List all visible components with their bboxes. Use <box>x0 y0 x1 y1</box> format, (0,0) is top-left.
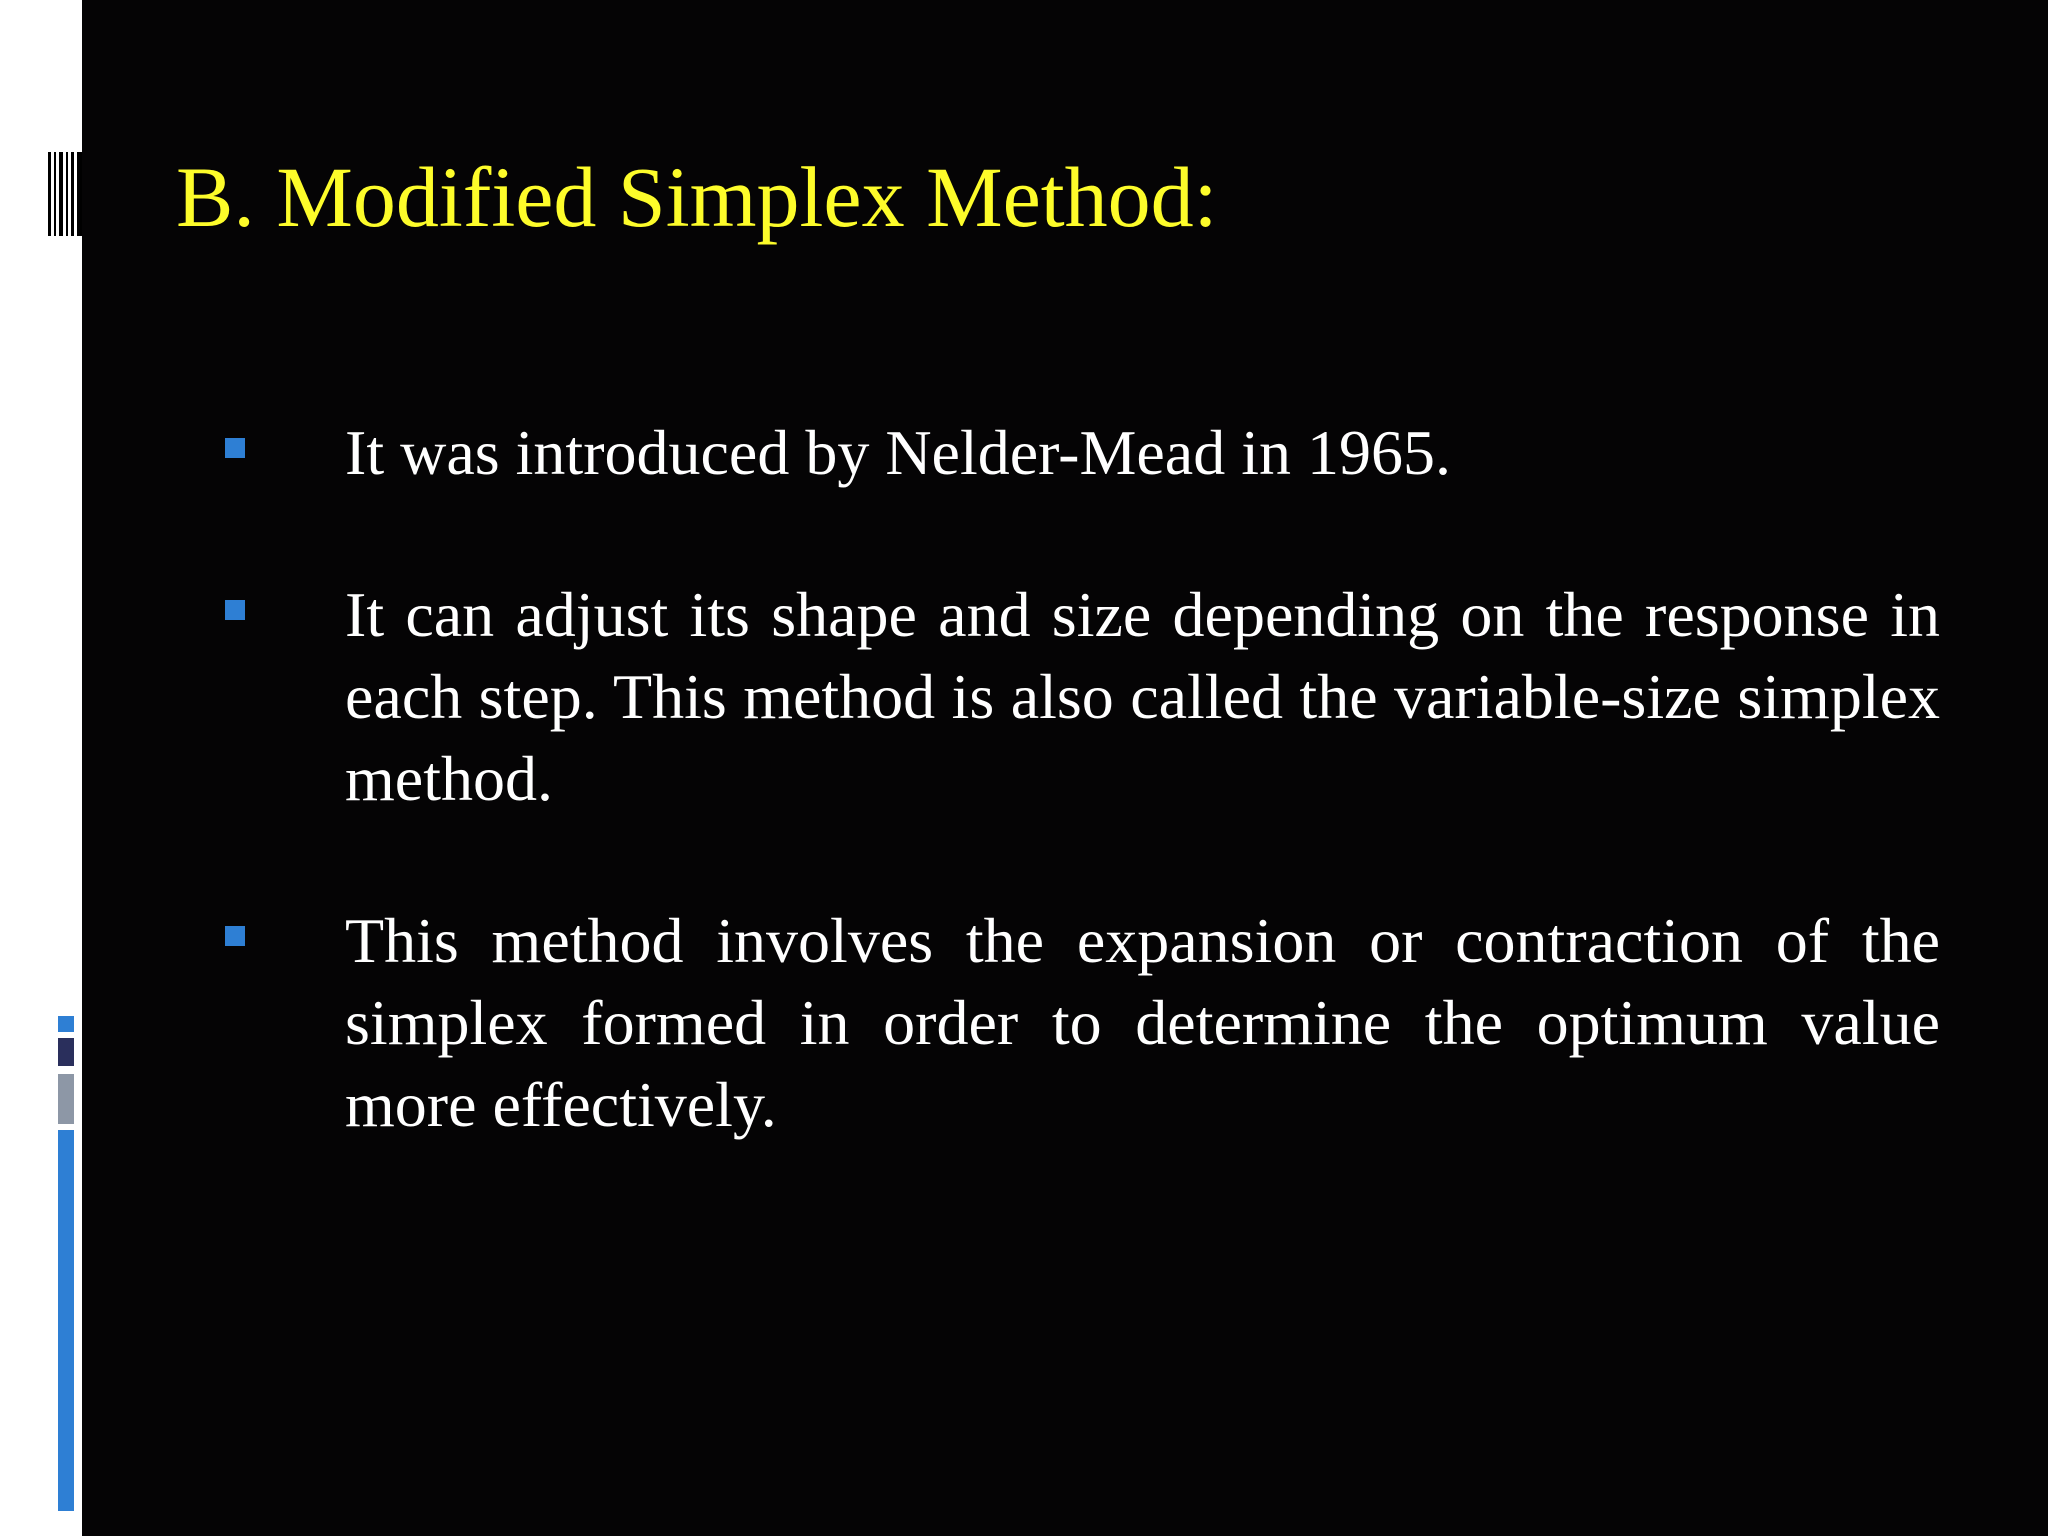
barcode-stripes-icon <box>48 152 82 236</box>
bullet-item-3 <box>225 900 1940 1146</box>
square-bullet-icon <box>225 926 245 946</box>
bullet-item-2 <box>225 574 1940 820</box>
bullet-text: It can adjust its shape and size depending on the response in each step. This method is also called the variable-size simplex method. <box>345 579 1940 814</box>
bullet-item-1 <box>225 412 1940 494</box>
left-decor-strip <box>0 0 82 1536</box>
bullet-list <box>225 412 1940 1226</box>
accent-color-bars <box>56 1016 76 1511</box>
square-bullet-icon <box>225 438 245 458</box>
bullet-text: It was introduced by Nelder-Mead in 1965. <box>345 417 1451 488</box>
square-bullet-icon <box>225 600 245 620</box>
bullet-text: This method involves the expansion or contraction of the simplex formed in order to determine the optimum value more effectively. <box>345 905 1940 1140</box>
slide-title: B. Modified Simplex Method: <box>176 149 1218 245</box>
